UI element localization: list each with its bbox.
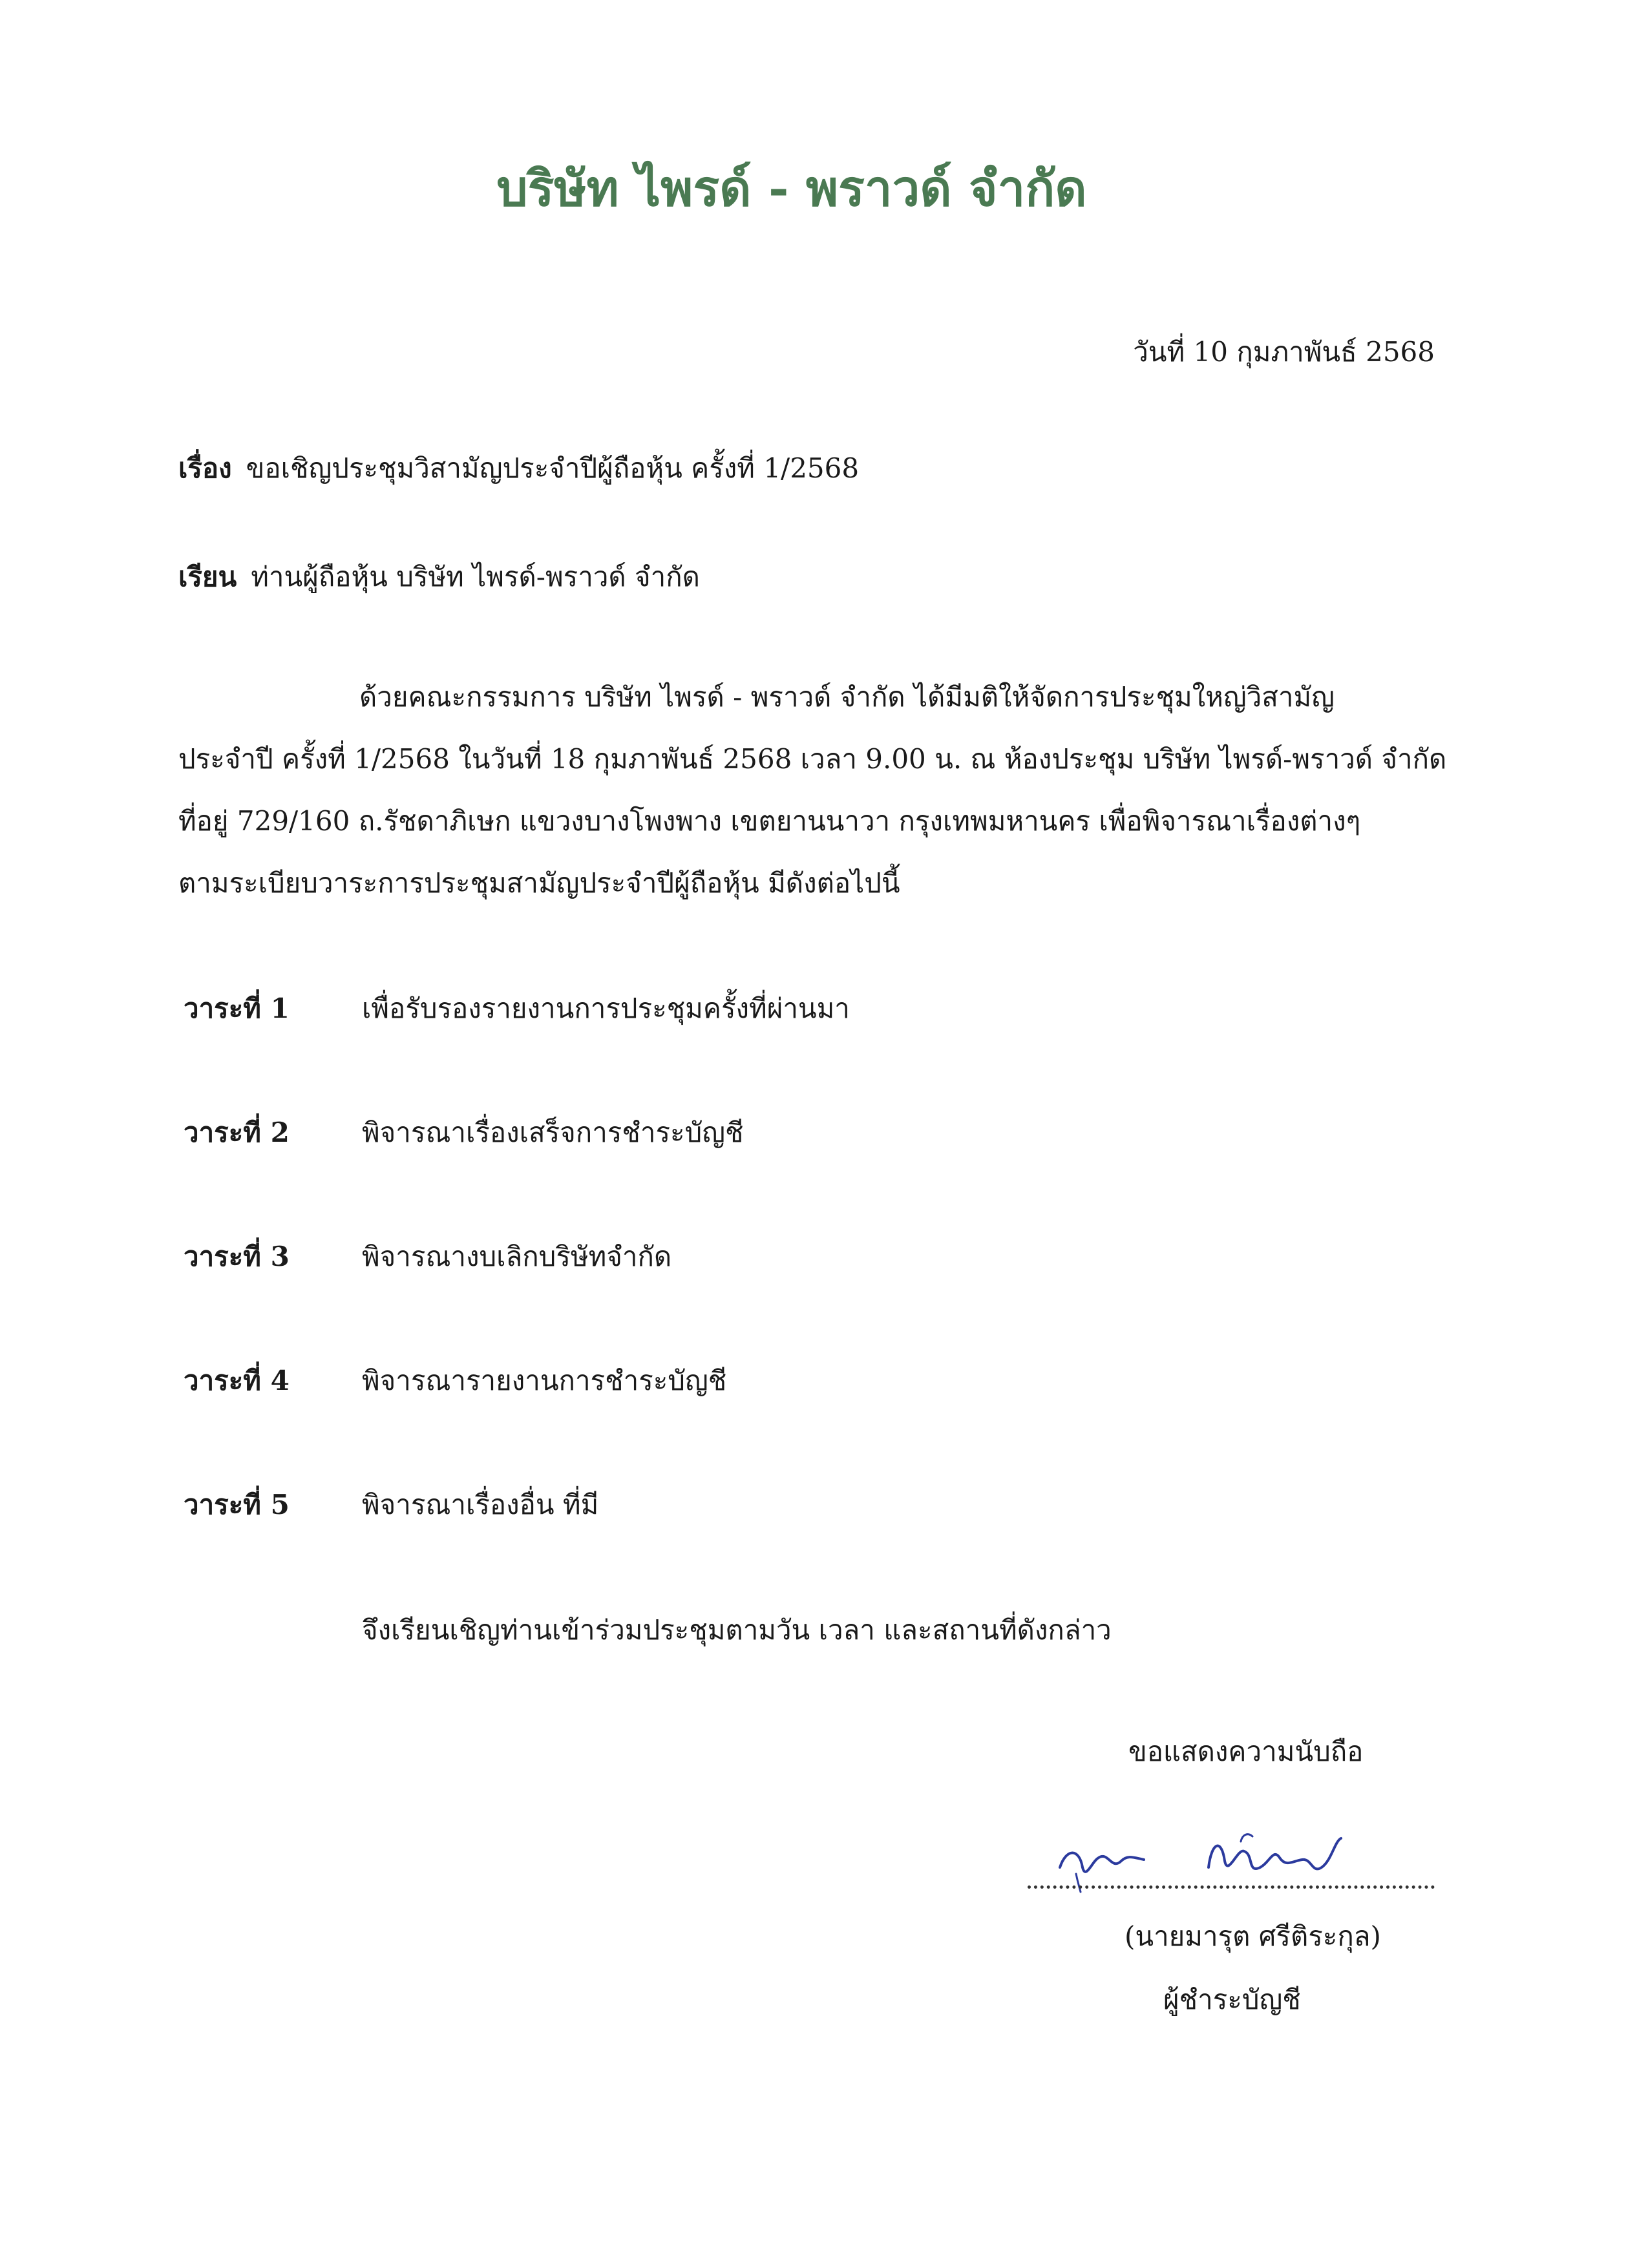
regards: ขอแสดงความนับถือ — [1128, 1736, 1364, 1767]
agenda-label-1: วาระที่ 1 — [184, 992, 290, 1024]
agenda-label-2: วาระที่ 2 — [184, 1117, 290, 1148]
signature-dotted-line — [1028, 1885, 1435, 1889]
agenda-label-4: วาระที่ 4 — [184, 1365, 290, 1396]
agenda-text-4: พิจารณารายงานการชำระบัญชี — [362, 1365, 727, 1396]
agenda-label-3: วาระที่ 3 — [184, 1241, 290, 1272]
agenda-label-5: วาระที่ 5 — [184, 1489, 290, 1520]
recipient-text: ท่านผู้ถือหุ้น บริษัท ไพรด์-พราวด์ จำกัด — [251, 561, 700, 593]
signatory-position: ผู้ชำระบัญชี — [1163, 1984, 1301, 2015]
subject-text: ขอเชิญประชุมวิสามัญประจำปีผู้ถือหุ้น ครั้งที่ 1/2568 — [246, 452, 860, 484]
body-paragraph-line-2: ประจำปี ครั้งที่ 1/2568 ในวันที่ 18 กุมภาพันธ์ 2568 เวลา 9.00 น. ณ ห้องประชุม บริษัท ไพรด์-พราวด์ จำกัด — [178, 743, 1447, 775]
body-paragraph-line-4: ตามระเบียบวาระการประชุมสามัญประจำปีผู้ถือหุ้น มีดังต่อไปนี้ — [178, 867, 900, 899]
body-paragraph-line-3: ที่อยู่ 729/160 ถ.รัชดาภิเษก แขวงบางโพงพาง เขตยานนาวา กรุงเทพมหานคร เพื่อพิจารณาเรื่องต่างๆ — [178, 805, 1361, 837]
agenda-text-5: พิจารณาเรื่องอื่น ที่มี — [362, 1489, 599, 1520]
closing-sentence: จึงเรียนเชิญท่านเข้าร่วมประชุมตามวัน เวลา และสถานที่ดังกล่าว — [362, 1614, 1112, 1646]
recipient-line — [178, 561, 700, 593]
subject-line — [178, 452, 859, 485]
agenda-text-3: พิจารณางบเลิกบริษัทจำกัด — [362, 1241, 672, 1272]
agenda-text-1: เพื่อรับรองรายงานการประชุมครั้งที่ผ่านมา — [362, 992, 850, 1024]
handwritten-signature — [1047, 1822, 1383, 1893]
company-title: บริษัท ไพรด์ - พราวด์ จำกัด — [496, 160, 1087, 217]
agenda-text-2: พิจารณาเรื่องเสร็จการชำระบัญชี — [362, 1117, 744, 1148]
subject-label: เรื่อง — [178, 452, 232, 484]
recipient-label: เรียน — [178, 561, 237, 593]
signatory-name: (นายมารุต ศรีติระกุล) — [1125, 1920, 1381, 1952]
letter-date: วันที่ 10 กุมภาพันธ์ 2568 — [1133, 336, 1435, 368]
body-paragraph-line-1: ด้วยคณะกรรมการ บริษัท ไพรด์ - พราวด์ จำกัด ได้มีมติให้จัดการประชุมใหญ่วิสามัญ — [359, 681, 1335, 713]
